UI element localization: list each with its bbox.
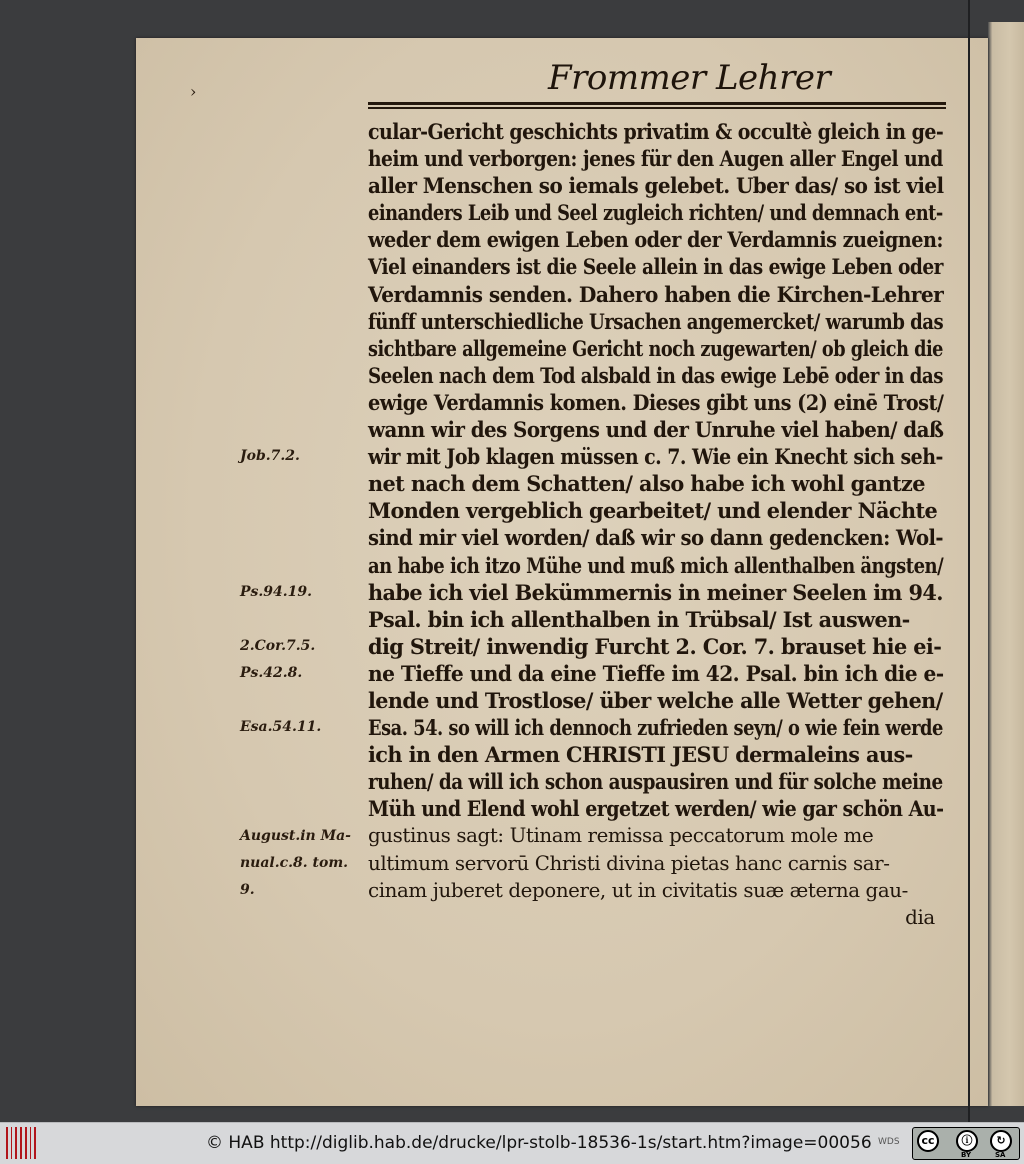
by-icon: ⓘ — [956, 1130, 978, 1152]
margin-note: Ps.42.8. — [240, 665, 303, 681]
text-line: Viel einanders ist die Seele allein in das ewige Leben oder — [368, 254, 943, 280]
text-line: ruhen/ da will ich schon auspausiren und für solche meine — [368, 769, 943, 795]
header-rule-line — [368, 102, 946, 105]
sa-icon: ↻ — [990, 1130, 1012, 1152]
cc-license-badge[interactable] — [912, 1127, 1020, 1160]
footer-bar — [0, 1122, 1024, 1164]
text-line: lende und Trostlose/ über welche alle Wetter gehen/ — [368, 687, 943, 713]
text-line: Müh und Elend wohl ergetzet werden/ wie gar schön Au- — [368, 796, 944, 822]
corner-mark: › — [190, 82, 197, 101]
next-page-edge — [988, 22, 1024, 1106]
copyright-link[interactable]: © HAB http://diglib.hab.de/drucke/lpr-stolb-18536-1s/start.htm?image=00056 — [206, 1133, 872, 1153]
header-rule — [368, 100, 946, 110]
margin-note: Job.7.2. — [240, 448, 300, 465]
wds-label: WDS — [878, 1137, 900, 1147]
body-text — [368, 118, 948, 931]
text-line: Esa. 54. so will ich dennoch zufrieden seyn/ o wie fein werde — [368, 715, 943, 741]
text-line: dig Streit/ inwendig Furcht 2. Cor. 7. brauset hie ei- — [368, 633, 942, 659]
text-line: sichtbare allgemeine Gericht noch zugewarten/ ob gleich die — [368, 335, 943, 361]
catchword: dia — [905, 904, 935, 929]
text-line: aller Menschen so iemals gelebet. Uber das/ so ist viel — [368, 173, 944, 199]
text-line: ultimum servorū Christi divina pietas hanc carnis sar- — [368, 850, 890, 875]
text-line: ich in den Armen CHRISTI JESU dermaleins aus- — [368, 742, 913, 768]
text-line: wann wir des Sorgens und der Unruhe viel haben/ daß — [368, 417, 944, 443]
hab-logo[interactable] — [6, 1127, 36, 1159]
margin-note: 9. — [240, 881, 255, 898]
margin-note: 2.Cor.7.5. — [240, 637, 316, 654]
text-line: weder dem ewigen Leben oder der Verdamnis zueignen: — [368, 227, 943, 253]
text-line: an habe ich itzo Mühe und muß mich allenthalben ängsten/ — [368, 552, 944, 578]
margin-note: nual.c.8. tom. — [240, 854, 349, 871]
text-line: sind mir viel worden/ daß wir so dann gedencken: Wol- — [368, 525, 944, 551]
margin-note: Esa.54.11. — [240, 719, 322, 736]
margin-note: August.in Ma- — [240, 827, 351, 844]
text-line: net nach dem Schatten/ also habe ich wohl gantze — [368, 471, 925, 497]
text-line: Verdamnis senden. Dahero haben die Kirchen-Lehrer — [368, 281, 944, 307]
text-line: fünff unterschiedliche Ursachen angemercket/ warumb das — [368, 308, 944, 334]
text-line: Monden vergeblich gearbeitet/ und elender Nächte — [368, 498, 938, 524]
sa-label: SA — [995, 1151, 1006, 1159]
viewer-divider — [968, 0, 970, 1122]
running-head: Frommer Lehrer — [548, 58, 831, 98]
text-line: Seelen nach dem Tod alsbald in das ewige Lebē oder in das — [368, 362, 943, 388]
text-line: heim und verborgen: jenes für den Augen aller Engel und — [368, 146, 943, 172]
text-line: einanders Leib und Seel zugleich richten/ und demnach ent- — [368, 200, 943, 226]
text-line: ne Tieffe und da eine Tieffe im 42. Psal. bin ich die e- — [368, 660, 944, 686]
text-line: cular-Gericht geschichts privatim & occultè gleich in ge- — [368, 119, 944, 144]
text-line: cinam juberet deponere, ut in civitatis suæ æterna gau- — [368, 877, 908, 902]
margin-note: Ps.94.19. — [240, 583, 312, 600]
text-line: habe ich viel Bekümmernis in meiner Seelen im 94. — [368, 579, 943, 605]
by-label: BY — [961, 1151, 972, 1159]
text-line: Psal. bin ich allenthalben in Trübsal/ Ist auswen- — [368, 606, 910, 632]
text-line: wir mit Job klagen müssen c. 7. Wie ein Knecht sich seh- — [368, 444, 943, 470]
header-rule-line — [368, 107, 946, 109]
text-line: gustinus sagt: Utinam remissa peccatorum mole me — [368, 823, 874, 848]
text-line: ewige Verdamnis komen. Dieses gibt uns (2) einē Trost/ — [368, 389, 944, 415]
cc-icon: cc — [917, 1130, 939, 1152]
